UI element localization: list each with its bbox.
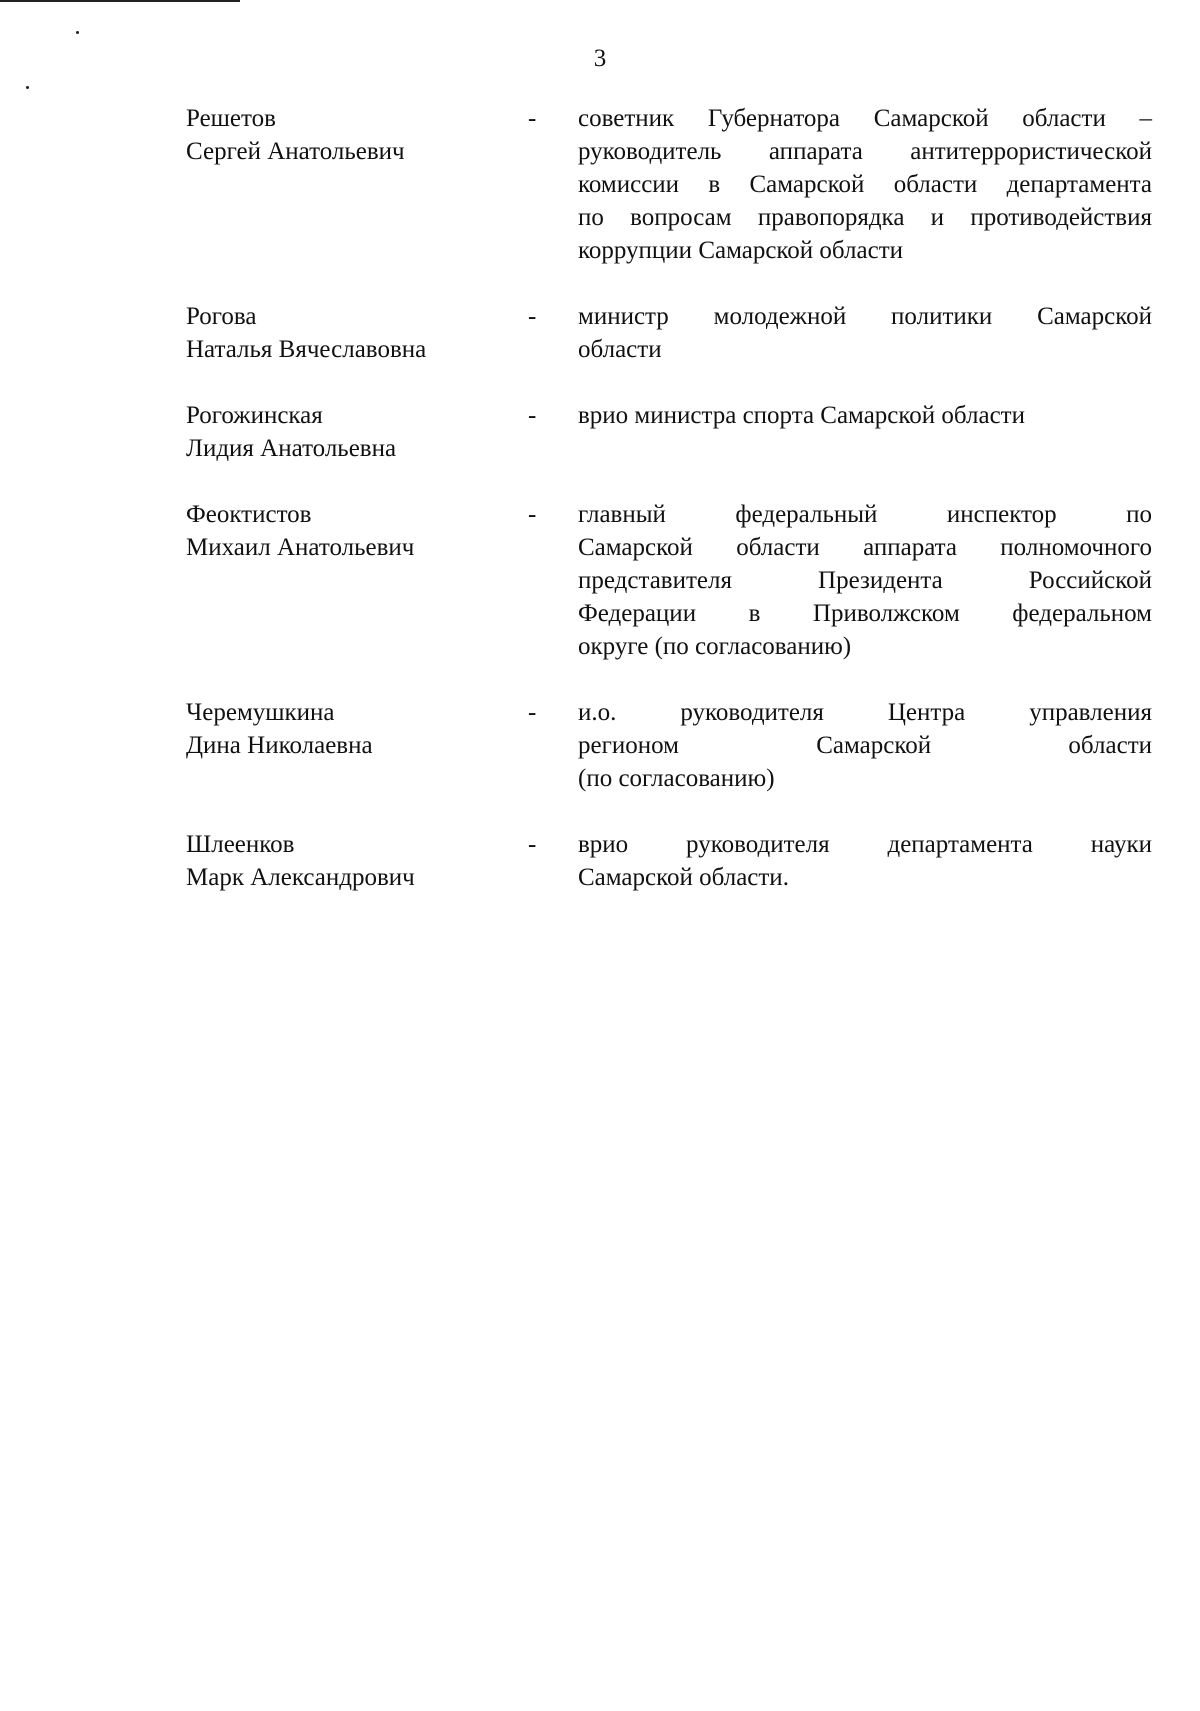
member-given-names: Дина Николаевна	[186, 732, 373, 759]
position-line: Самарской области.	[578, 864, 789, 891]
position-line: (по согласованию)	[578, 765, 775, 792]
member-entry	[186, 696, 1152, 795]
scan-speck	[76, 31, 79, 34]
position-line: представителя Президента Российской	[578, 567, 1152, 594]
position-line: коррупции Самарской области	[578, 237, 903, 264]
position-line: советник Губернатора Самарской области –	[578, 105, 1152, 132]
member-position	[578, 399, 1152, 432]
member-surname: Рогова	[186, 303, 257, 330]
member-entry	[186, 399, 1152, 465]
position-line: министр молодежной политики Самарской	[578, 303, 1152, 330]
member-name	[186, 399, 528, 465]
scan-speck	[26, 86, 29, 89]
separator-dash: -	[528, 699, 537, 726]
member-given-names: Марк Александрович	[186, 864, 415, 891]
member-entry	[186, 300, 1152, 366]
position-line: округе (по согласованию)	[578, 633, 852, 660]
member-given-names: Лидия Анатольевна	[186, 435, 397, 462]
page-number: 3	[593, 45, 607, 72]
member-surname: Черемушкина	[186, 699, 335, 726]
member-name	[186, 498, 528, 564]
position-line: главный федеральный инспектор по	[578, 501, 1152, 528]
member-entry	[186, 828, 1152, 894]
separator-dash: -	[528, 831, 537, 858]
member-name	[186, 300, 528, 366]
member-entry	[186, 102, 1152, 267]
member-given-names: Сергей Анатольевич	[186, 138, 405, 165]
member-name	[186, 696, 528, 762]
position-line: врио руководителя департамента науки	[578, 831, 1152, 858]
separator-dash: -	[528, 105, 537, 132]
member-position	[578, 696, 1152, 795]
position-line: комиссии в Самарской области департамента	[578, 171, 1152, 198]
member-position	[578, 498, 1152, 663]
member-entry	[186, 498, 1152, 663]
member-surname: Решетов	[186, 105, 276, 132]
position-line: врио министра спорта Самарской области	[578, 402, 1025, 429]
position-line: и.о. руководителя Центра управления	[578, 699, 1152, 726]
position-line: Самарской области аппарата полномочного	[578, 534, 1152, 561]
position-line: области	[578, 336, 662, 363]
member-position	[578, 828, 1152, 894]
position-line: регионом Самарской области	[578, 732, 1152, 759]
member-given-names: Михаил Анатольевич	[186, 534, 415, 561]
member-position	[578, 300, 1152, 366]
position-line: по вопросам правопорядка и противодействия	[578, 204, 1152, 231]
separator-dash: -	[528, 303, 537, 330]
separator-dash: -	[528, 501, 537, 528]
member-name	[186, 828, 528, 894]
separator-dash: -	[528, 402, 537, 429]
member-position	[578, 102, 1152, 267]
member-name	[186, 102, 528, 168]
position-line: руководитель аппарата антитеррористической	[578, 138, 1152, 165]
member-given-names: Наталья Вячеславовна	[186, 336, 427, 363]
member-list	[186, 102, 1152, 894]
member-surname: Феоктистов	[186, 501, 312, 528]
member-surname: Рогожинская	[186, 402, 323, 429]
scan-edge-line	[0, 0, 240, 2]
member-surname: Шлеенков	[186, 831, 295, 858]
position-line: Федерации в Приволжском федеральном	[578, 600, 1152, 627]
